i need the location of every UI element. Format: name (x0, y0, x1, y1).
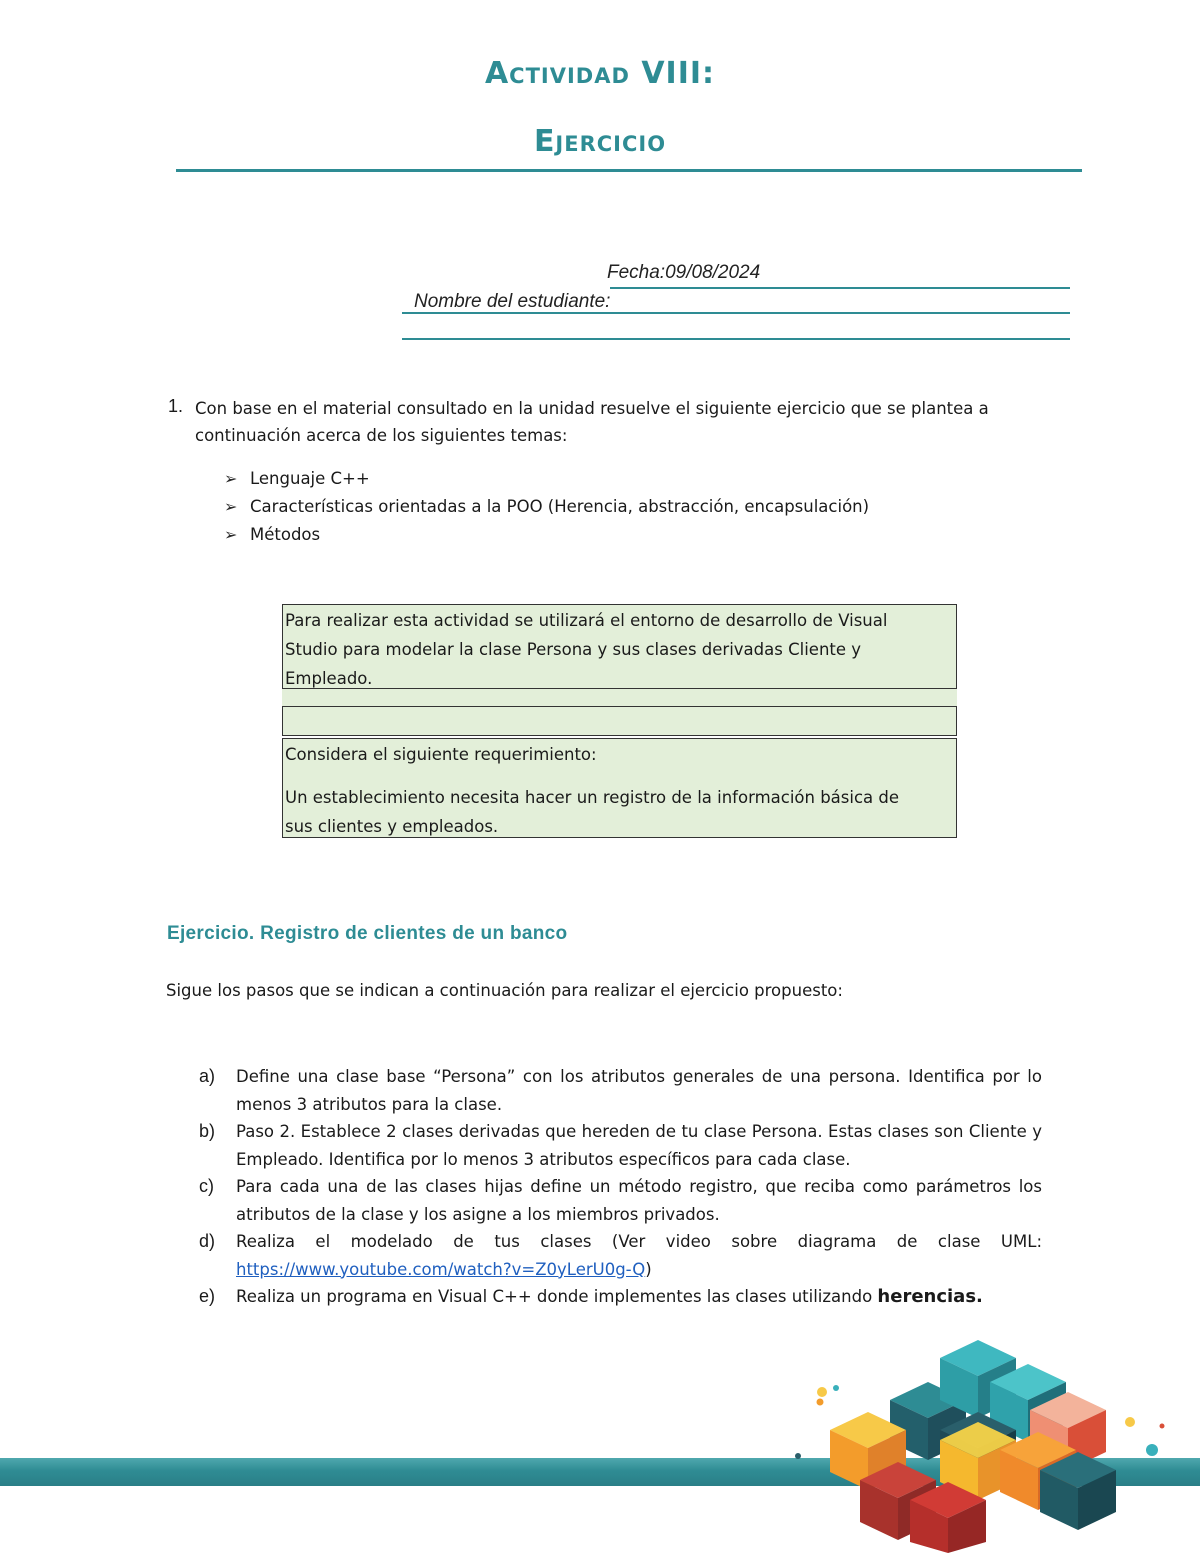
title-line-2: Ejercicio (533, 124, 667, 159)
info-box-line: Para realizar esta actividad se utilizará el entorno de desarrollo de Visual (285, 611, 888, 630)
student-name-label: Nombre del estudiante: (414, 291, 611, 312)
step-d: d) Realiza el modelado de tus clases (Ver video sobre diagrama de clase UML: https://www.youtube.com/watch?v=Z0yLerU0g-Q) (196, 1228, 1042, 1283)
step-b: b) Paso 2. Establece 2 clases derivadas que hereden de tu clase Persona. Estas clases son Cliente y Empleado. Identifica por lo menos 3 atributos específicos para cada clase. (196, 1118, 1042, 1173)
title-underline (176, 169, 1082, 172)
requirement-line: sus clientes y empleados. (285, 817, 499, 836)
date-field: Fecha:09/08/2024 (607, 262, 761, 283)
youtube-link[interactable]: https://www.youtube.com/watch?v=Z0yLerU0g-Q (236, 1259, 646, 1279)
question-text-line-2: continuación acerca de los siguientes temas: (195, 426, 568, 445)
step-label: b) (199, 1121, 216, 1141)
emphasis-text: herencias (877, 1286, 977, 1307)
student-name-underline[interactable] (402, 312, 1070, 314)
list-item: ➢ Métodos (224, 521, 869, 549)
list-item: ➢ Lenguaje C++ (224, 465, 869, 493)
empty-box (282, 706, 957, 736)
info-box (282, 604, 957, 689)
title-line-1: Actividad VIII: (484, 56, 716, 91)
step-c: c) Para cada una de las clases hijas define un método registro, que reciba como parámetros los atributos de la clase y los asigne a los miembros privados. (196, 1173, 1042, 1228)
step-label: c) (199, 1176, 214, 1196)
geometric-cubes-decoration (790, 1330, 1190, 1553)
date-underline (610, 287, 1070, 289)
step-label: a) (199, 1066, 216, 1086)
arrow-bullet-icon: ➢ (224, 525, 238, 544)
exercise-heading: Ejercicio. Registro de clientes de un banco (167, 923, 568, 944)
info-box-line: Empleado. (285, 669, 373, 688)
exercise-intro: Sigue los pasos que se indican a continuación para realizar el ejercicio propuesto: (166, 981, 843, 1000)
arrow-bullet-icon: ➢ (224, 497, 238, 516)
info-box-spacer (282, 689, 957, 706)
question-text-line-1: Con base en el material consultado en la unidad resuelve el siguiente ejercicio que se plantea a (195, 399, 989, 418)
student-name-underline-2[interactable] (402, 338, 1070, 340)
topic-list (224, 465, 869, 549)
requirement-box (282, 738, 957, 838)
step-e: e) Realiza un programa en Visual C++ donde implementes las clases utilizando herencias. (196, 1283, 1042, 1311)
info-box-line: Studio para modelar la clase Persona y sus clases derivadas Cliente y (285, 640, 862, 659)
arrow-bullet-icon: ➢ (224, 469, 238, 488)
steps-list (196, 1063, 1042, 1311)
requirement-title: Considera el siguiente requerimiento: (285, 745, 597, 764)
requirement-line: Un establecimiento necesita hacer un registro de la información básica de (285, 788, 900, 807)
step-a: a) Define una clase base “Persona” con los atributos generales de una persona. Identifica por lo menos 3 atributos para la clase. (196, 1063, 1042, 1118)
step-label: d) (199, 1231, 216, 1251)
question-number: 1. (168, 396, 184, 416)
list-item: ➢ Características orientadas a la POO (Herencia, abstracción, encapsulación) (224, 493, 869, 521)
step-label: e) (199, 1286, 216, 1306)
